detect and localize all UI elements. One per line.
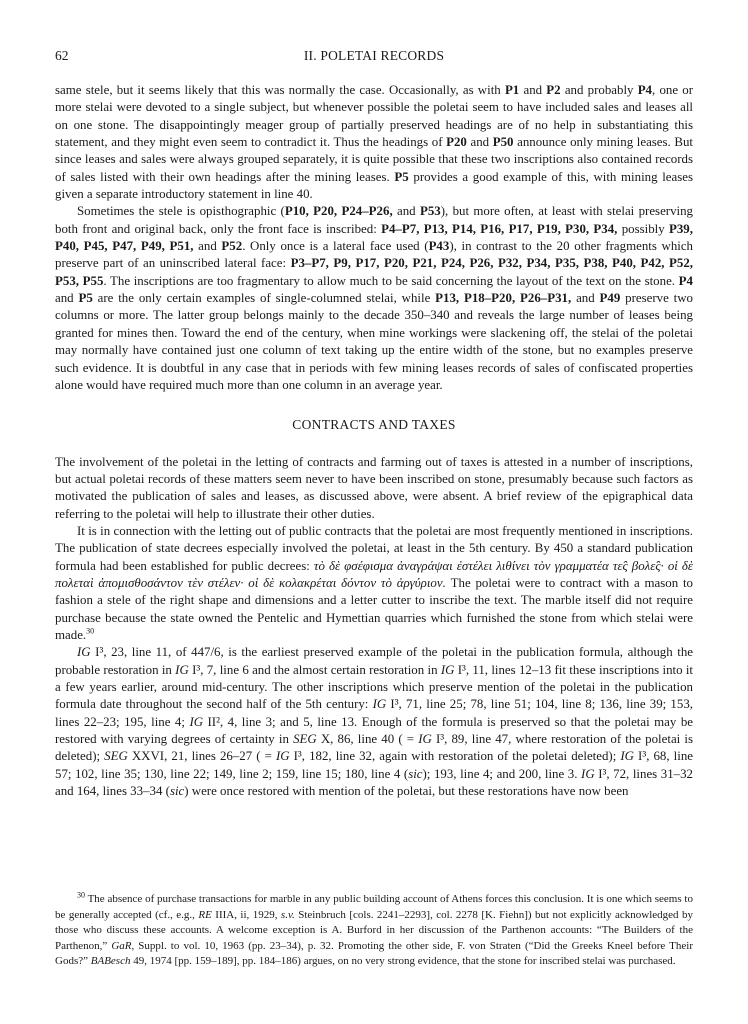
page-header bbox=[55, 48, 693, 68]
paragraph-5: IG I³, 23, line 11, of 447/6, is the earliest preserved example of the poletai in the publication formula, although the probable restoration in IG I³, 7, line 6 and the almost certain restoration in IG I³, 11, lines 12–13 fit these inscriptions into it a few years earlier, around mid-century. The other inscriptions which preserve mention of the poletai in the publication formula date throughout the second half of the 5th century: IG I³, 71, line 25; 78, line 51; 104, line 8; 136, line 39; 153, lines 22–23; 195, line 4; IG II², 4, line 3; and 5, line 13. Enough of the formula is preserved so that the poletai may be restored with varying degrees of certainty in SEG X, 86, line 40 ( = IG I³, 89, line 47, where restoration of the poletai is deleted); SEG XXVI, 21, lines 26–27 ( = IG I³, 182, line 32, again with restoration of the poletai deleted); IG I³, 68, line 57; 102, line 35; 130, line 22; 149, line 2; 159, line 15; 180, line 4 (sic); 193, line 4; and 200, line 3. IG I³, 72, lines 31–32 and 164, lines 33–34 (sic) were once restored with mention of the poletai, but these restorations have now been bbox=[55, 645, 693, 799]
footnote-number: 30 bbox=[77, 890, 85, 900]
paragraph-2: Sometimes the stele is opisthographic (P10, P20, P24–P26, and P53), but more often, at least with stelai preserving both front and original back, only the front face is inscribed: P4–P7, P13, P14, P16, P17, P19, P30, P34, possibly P39, P40, P45, P47, P49, P51, and P52. Only once is a lateral face used (P43), in contrast to the 20 other fragments which preserve part of an uninscribed lateral face: P3–P7, P9, P17, P20, P21, P24, P26, P32, P34, P35, P38, P40, P42, P52, P53, P55. The inscriptions are too fragmentary to allow much to be said concerning the layout of the text on the stone. P4 and P5 are the only certain examples of single-columned stelai, while P13, P18–P20, P26–P31, and P49 preserve two columns or more. The latter group belongs mainly to the decade 350–340 and reveals the large number of leases being granted for mines then. Toward the end of the century, when mine workings were slackening off, the stelai of the poletai may normally have contained just one column of text taking up the entire width of the stone, but no examples preserve such evidence. It is doubtful in any case that in periods with few mining leases records of sales of confiscated properties alone would have required much more than one column in an average year. bbox=[55, 204, 694, 392]
footnote-ref: 30 bbox=[86, 626, 95, 636]
paragraph-3: The involvement of the poletai in the letting of contracts and farming out of taxes is attested in a number of inscriptions, but actual poletai records of these matters seem never to have been inscribed on stone, presumably because such factors as motivated the publication of sales and leases, as discussed above, were absent. A brief review of the epigraphical data referring to the poletai will help to illustrate their other duties. bbox=[55, 454, 693, 521]
footnote-block bbox=[55, 892, 693, 970]
paragraph-4: It is in connection with the letting out of public contracts that the poletai are most frequently mentioned in inscriptions. The publication of state decrees especially involved the poletai, at least in the 5th century. By 450 a standard publication formula had been established for public decrees: τὸ δὲ φσέφισμα ἀναγράψαι ἐστέλει λιθίνει τὸν γραμματέα τε̂ς βολε̂ς· οἱ δὲ πολεταὶ ἀπομισθοσάντον τὲν στέλεν· οἱ δὲ κολακρέται δόντον τὸ ἀργύριον. The poletai were to contract with a mason to fashion a stele of the right shape and dimensions and a letter cutter to inscribe the text. The marble itself did not require purchase because the state owned the Pentelic and Hymettian quarries which furnished the stone from which stelai were made.$^{30}$ bbox=[55, 523, 693, 642]
section-heading: CONTRACTS AND TAXES bbox=[292, 417, 456, 433]
main-text bbox=[55, 82, 693, 800]
paragraph-1: same stele, but it seems likely that this was normally the case. Occasionally, as with P1 and P2 and probably P4, one or more stelai were devoted to a single subject, but whenever possible the poletai seem to have included sales and leases all on one stone. The disappointingly meager group of partially preserved headings are of no help in substantiating this statement, and they might even seem to contradict it. Thus the headings of P20 and P50 announce only mining leases. But since leases and sales were always grouped separately, it is quite possible that these two inscriptions also contained records of sales listed with their own headings after the mining leases. P5 provides a good example of this, with mining leases given a separate introductory statement in line 40. bbox=[55, 83, 694, 202]
page-number: 62 bbox=[55, 48, 69, 63]
running-head: II. POLETAI RECORDS bbox=[303, 48, 445, 63]
greek-formula: τὸ δὲ φσέφισμα ἀναγράψαι ἐστέλει λιθίνει τὸν γραμματέα τε̂ς βολε̂ς· οἱ δὲ πολεταὶ ἀπομισθοσάντον τὲν στέλεν· οἱ δὲ κολακρέται δόντον τὸ ἀργύριον. bbox=[55, 558, 693, 590]
footnote-30: $^{30}$ The absence of purchase transactions for marble in any public building account of Athens forces this conclusion. It is one which seems to be generally accepted (cf., e.g., RE IIIA, ii, 1929, s.v. Steinbruch [cols. 2241–2293], col. 2278 [K. Fiehn]) but not explicitly acknowledged by those who discuss these accounts. A welcome exception is A. Burford in her discussion of the Parthenon accounts: “The Builders of the Parthenon,” GaR, Suppl. to vol. 10, 1963 (pp. 23–34), p. 32. Promoting the other side, F. von Straten (“Did the Greeks Kneel before Their Gods?” BABesch 49, 1974 [pp. 159–189], pp. 184–186) argues, on no very strong evidence, that the stone for inscribed stelai was purchased. bbox=[55, 890, 693, 968]
